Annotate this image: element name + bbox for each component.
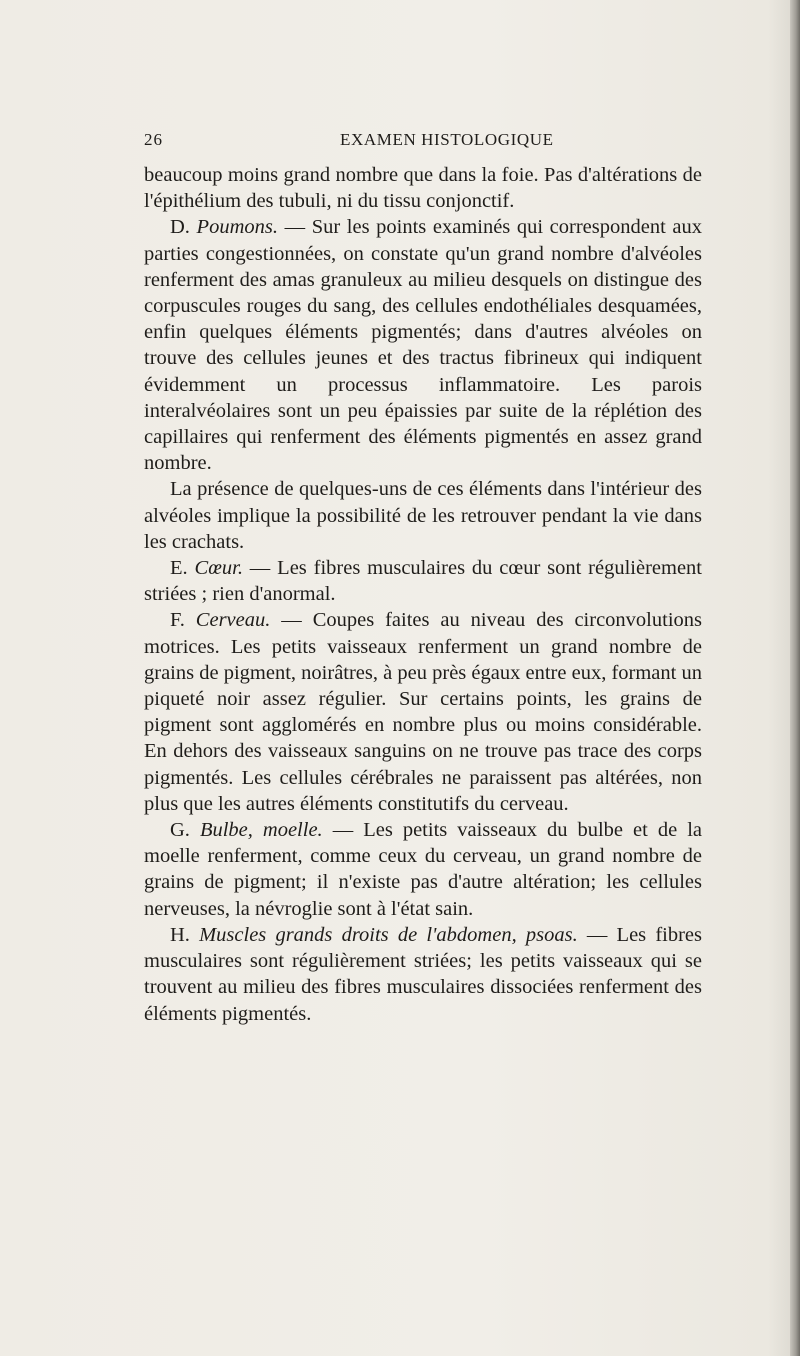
section-title: Cerveau. [195, 609, 271, 632]
section-label: G. [170, 819, 200, 842]
section-title: Poumons. [196, 216, 278, 239]
paragraph-cerveau [144, 607, 702, 817]
section-label: E. [170, 557, 195, 580]
paragraph-bulbe-moelle [144, 817, 702, 922]
paragraph-continuation [144, 162, 702, 214]
paragraph-crachats [144, 476, 702, 555]
body-text [144, 162, 702, 1027]
page-edge-shadow [790, 0, 800, 1356]
paragraph-text: beaucoup moins grand nombre que dans la foie. Pas d'altérations de l'épithélium des tubuli, ni du tissu conjonctif. [144, 164, 702, 213]
section-label: D. [170, 216, 197, 239]
section-title: Cœur. [194, 557, 243, 580]
section-label: F. [170, 609, 196, 632]
section-title: Bulbe, moelle. [199, 819, 323, 842]
paragraph-text: — Les fibres musculaires du cœur sont régulièrement striées ; rien d'anormal. [144, 557, 702, 606]
paragraph-text: — Sur les points examinés qui correspondent aux parties congestionnées, on constate qu'un grand nombre d'alvéoles renferment des amas granuleux au milieu desquels on distingue des corpuscules rouges du sang, des cellules endothéliales desquamées, enfin quelques éléments pigmentés; dans d'autres alvéoles on trouve des cellules jeunes et des tractus fibrineux qui indiquent évidemment un processus inflammatoire. Les parois interalvéolaires sont un peu épaissies par suite de la réplétion des capillaires qui renferment des éléments pigmentés en assez grand nombre. [144, 216, 703, 475]
running-title: EXAMEN HISTOLOGIQUE [340, 130, 554, 149]
page-header [144, 130, 704, 154]
section-title: Muscles grands droits de l'abdomen, psoas. [199, 923, 578, 946]
paragraph-text: — Les petits vaisseaux du bulbe et de la moelle renferment, comme ceux du cerveau, un grand nombre de grains de pigment; il n'existe pas d'autre altération; les cellules nerveuses, la névroglie sont à l'état sain. [144, 819, 702, 920]
paragraph-text: — Les fibres musculaires sont régulièrement striées; les petits vaisseaux qui se trouvent au milieu des fibres musculaires dissociées renferment des éléments pigmentés. [144, 923, 702, 1025]
paragraph-coeur [144, 555, 702, 607]
paragraph-muscles [144, 922, 702, 1027]
section-label: H. [170, 923, 200, 946]
paragraph-text: — Coupes faites au niveau des circonvolutions motrices. Les petits vaisseaux renferment un grand nombre de grains de pigment, noirâtres, à peu près égaux entre eux, formant un piqueté noir assez régulier. Sur certains points, les grains de pigment sont agglomérés en nombre plus ou moins considérable. En dehors des vaisseaux sanguins on ne trouve pas trace des corps pigmentés. Les cellules cérébrales ne paraissent pas altérées, non plus que les autres éléments constitutifs du cerveau. [144, 609, 702, 815]
paragraph-poumons [144, 214, 702, 476]
page-number: 26 [144, 130, 163, 149]
paragraph-text: La présence de quelques-uns de ces éléments dans l'intérieur des alvéoles implique la possibilité de les retrouver pendant la vie dans les crachats. [144, 478, 702, 553]
